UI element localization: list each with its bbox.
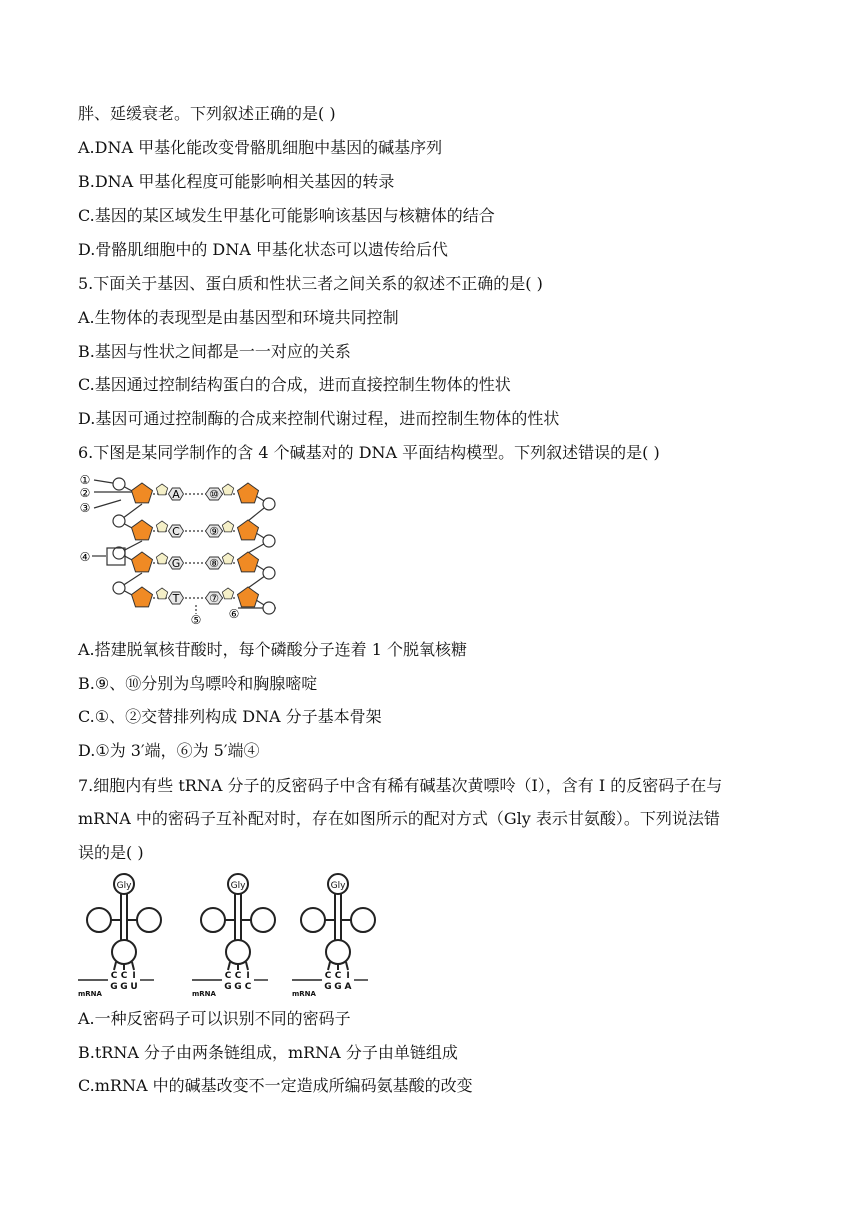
dna-label-2: ②: [79, 486, 91, 500]
sugar-right-1: [238, 520, 259, 540]
line-1: A.DNA 甲基化能改变骨骼肌细胞中基因的碱基序列: [78, 138, 443, 157]
base-left-label-3: T: [172, 592, 180, 605]
anticodon-base-1-2: C: [120, 971, 128, 981]
base-left-label-2: G: [171, 557, 181, 570]
phosphate-right-3: [263, 602, 275, 614]
codon-base-1-1: G: [110, 982, 118, 992]
line-14: D.①为 3′端，⑥为 5′端④: [78, 741, 260, 760]
base-left-label-1: C: [172, 525, 180, 538]
codon-base-2-2: G: [234, 982, 242, 992]
base-right-label-2: ⑧: [209, 557, 219, 570]
phosphate-right-1: [263, 535, 275, 547]
codon-base-1-2: G: [120, 982, 128, 992]
line-16: mRNA 中的密码子互补配对时，存在如图所示的配对方式（Gly 表示甘氨酸）。下列说法错: [78, 809, 720, 828]
line-17: 误的是( ): [78, 843, 144, 862]
anticodon-base-3-3: I: [346, 971, 350, 981]
line-12: B.⑨、⑩分别为鸟嘌呤和胸腺嘧啶: [78, 674, 318, 693]
base-ring-right-0: [222, 484, 233, 495]
dna-structure-diagram: [76, 470, 286, 626]
amino-acid-label-2: Gly: [230, 881, 246, 891]
base-ring-right-2: [222, 553, 233, 564]
phosphate-right-2: [263, 567, 275, 579]
anticodon-base-3-1: C: [324, 971, 332, 981]
anticodon-base-3-2: C: [334, 971, 342, 981]
line-5: 5.下面关于基因、蛋白质和性状三者之间关系的叙述不正确的是( ): [78, 274, 543, 293]
line-19: B.tRNA 分子由两条链组成，mRNA 分子由单链组成: [78, 1043, 458, 1062]
phosphate-left-1: [113, 515, 125, 527]
phosphate-left-0: [113, 478, 125, 490]
anticodon-base-1-3: I: [132, 971, 136, 981]
base-right-label-0: ⑩: [209, 488, 219, 501]
dna-label-4: ④: [79, 550, 91, 564]
line-13: C.①、②交替排列构成 DNA 分子基本骨架: [78, 707, 382, 726]
line-6: A.生物体的表现型是由基因型和环境共同控制: [78, 308, 399, 327]
anticodon-base-2-3: I: [246, 971, 250, 981]
base-right-label-3: ⑦: [209, 592, 219, 605]
sugar-left-1: [132, 520, 153, 540]
trna-pairing-diagram: [76, 870, 376, 998]
mrna-label-3: mRNA: [292, 990, 316, 998]
line-9: D.基因可通过控制酶的合成来控制代谢过程，进而控制生物体的性状: [78, 409, 560, 428]
dna-label-5: ⑤: [190, 613, 202, 626]
phosphate-left-3: [113, 582, 125, 594]
line-11: A.搭建脱氧核苷酸时，每个磷酸分子连着 1 个脱氧核糖: [78, 640, 467, 659]
codon-base-3-1: G: [324, 982, 332, 992]
base-right-label-1: ⑨: [209, 525, 219, 538]
dna-label-3: ③: [79, 501, 91, 515]
sugar-left-0: [132, 483, 153, 503]
base-ring-left-3: [156, 588, 167, 599]
sugar-left-2: [132, 552, 153, 572]
codon-base-3-2: G: [334, 982, 342, 992]
line-3: C.基因的某区域发生甲基化可能影响该基因与核糖体的结合: [78, 206, 495, 225]
anticodon-base-1-1: C: [110, 971, 118, 981]
dna-label-1: ①: [79, 473, 91, 487]
dna-label-6: ⑥: [228, 607, 240, 621]
sugar-right-3: [238, 587, 259, 607]
line-20: C.mRNA 中的碱基改变不一定造成所编码氨基酸的改变: [78, 1076, 473, 1095]
base-ring-right-1: [222, 521, 233, 532]
codon-base-2-1: G: [224, 982, 232, 992]
sugar-right-0: [238, 483, 259, 503]
line-15: 7.细胞内有些 tRNA 分子的反密码子中含有稀有碱基次黄嘌呤（I），含有 I 的反密码子在与: [78, 776, 723, 795]
line-8: C.基因通过控制结构蛋白的合成，进而直接控制生物体的性状: [78, 375, 511, 394]
base-left-label-0: A: [172, 488, 180, 501]
line-7: B.基因与性状之间都是一一对应的关系: [78, 342, 351, 361]
phosphate-right-0: [263, 498, 275, 510]
line-2: B.DNA 甲基化程度可能影响相关基因的转录: [78, 172, 395, 191]
phosphate-left-2: [113, 547, 125, 559]
line-18: A.一种反密码子可以识别不同的密码子: [78, 1009, 351, 1028]
line-10: 6.下图是某同学制作的含 4 个碱基对的 DNA 平面结构模型。下列叙述错误的是( ): [78, 443, 660, 462]
mrna-label-1: mRNA: [78, 990, 102, 998]
codon-base-2-3: C: [244, 982, 252, 992]
base-ring-right-3: [222, 588, 233, 599]
anticodon-base-2-2: C: [234, 971, 242, 981]
base-ring-left-2: [156, 553, 167, 564]
base-ring-left-1: [156, 521, 167, 532]
sugar-right-2: [238, 552, 259, 572]
amino-acid-label-1: Gly: [116, 881, 132, 891]
codon-base-1-3: U: [130, 982, 138, 992]
codon-base-3-3: A: [344, 982, 352, 992]
amino-acid-label-3: Gly: [330, 881, 346, 891]
sugar-left-3: [132, 587, 153, 607]
mrna-label-2: mRNA: [192, 990, 216, 998]
base-ring-left-0: [156, 484, 167, 495]
anticodon-base-2-1: C: [224, 971, 232, 981]
line-4: D.骨骼肌细胞中的 DNA 甲基化状态可以遗传给后代: [78, 240, 448, 259]
line-0: 胖、延缓衰老。下列叙述正确的是( ): [78, 104, 336, 123]
